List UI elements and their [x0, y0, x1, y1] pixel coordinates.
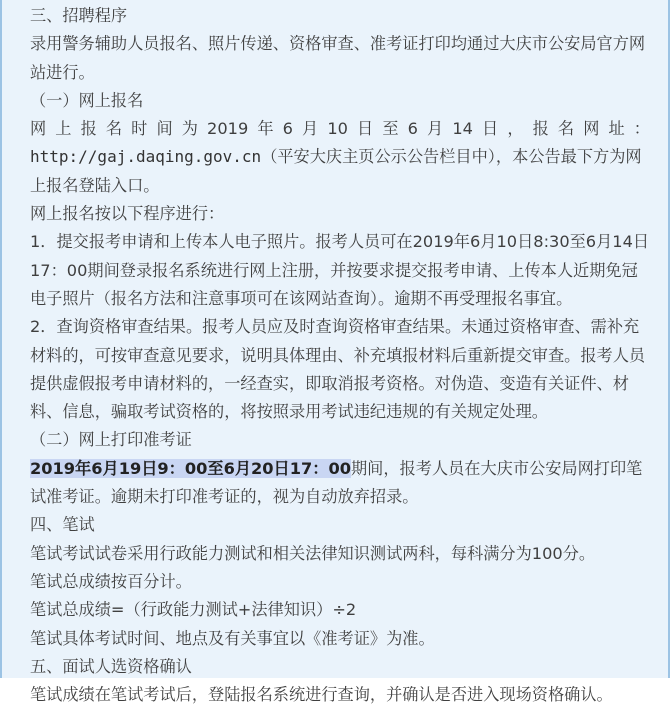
intro-paragraph: 录用警务辅助人员报名、照片传递、资格审查、准考证打印均通过大庆市公安局官方网站进行。: [30, 34, 646, 82]
section-heading-written-exam: 四、笔试: [30, 515, 95, 535]
section-heading-interview-qualification: 五、面试人选资格确认: [30, 656, 192, 676]
step-2-paragraph: 2．查询资格审查结果。报考人员应及时查询资格审查结果。未通过资格审查、需补充材料的，可按审查意见要求，说明具体理由、补充填报材料后重新提交审查。报考人员提供虚假报考申请材料的，一经查实，即取消报考资格。对伪造、变造有关证件、材料、信息，骗取考试资格的，将按照录用考试违纪违规的有关规定处理。: [30, 317, 646, 422]
procedure-intro: 网上报名按以下程序进行：: [30, 204, 225, 224]
print-ticket-text: 期间，报考人员在大庆市公安局网打印笔试准考证。逾期未打印准考证的，视为自动放弃招录。: [30, 458, 643, 507]
registration-url-note: （平安大庆主页公示公告栏目中），本公告最下方为网上报名登陆入口。: [30, 147, 642, 195]
print-period-highlight: 2019年6月19日9：00至6月20日17：00: [30, 458, 351, 478]
registration-time-paragraph: [30, 115, 650, 200]
subheading-online-registration: （一）网上报名: [30, 90, 144, 110]
print-ticket-paragraph: [30, 455, 650, 512]
registration-time-text: 网上报名时间为2019年6月10日至6月14日，报名网址：: [30, 119, 650, 139]
score-formula-paragraph: 笔试总成绩=（行政能力测试+法律知识）÷2: [30, 600, 357, 620]
exam-details-paragraph: 笔试具体考试时间、地点及有关事宜以《准考证》为准。: [30, 628, 435, 648]
step-1-paragraph: 1．提交报考申请和上传本人电子照片。报考人员可在2019年6月10日8:30至6月14日17：00期间登录报名系统进行网上注册，并按要求提交报考申请、上传本人近期免冠电子照片（报名方法和注意事项可在该网站查询）。逾期不再受理报名事宜。: [30, 232, 650, 308]
exam-subjects-paragraph: 笔试考试试卷采用行政能力测试和相关法律知识测试两科，每科满分为100分。: [30, 543, 596, 563]
subheading-print-admission-ticket: （二）网上打印准考证: [30, 430, 192, 450]
score-query-paragraph: 笔试成绩在笔试考试后，登陆报名系统进行查询，并确认是否进入现场资格确认。: [30, 685, 613, 705]
registration-url-link[interactable]: http://gaj.daqing.gov.cn: [30, 147, 262, 167]
score-scale-paragraph: 笔试总成绩按百分计。: [30, 571, 192, 591]
section-heading-recruitment-procedure: 三、招聘程序: [30, 6, 128, 25]
